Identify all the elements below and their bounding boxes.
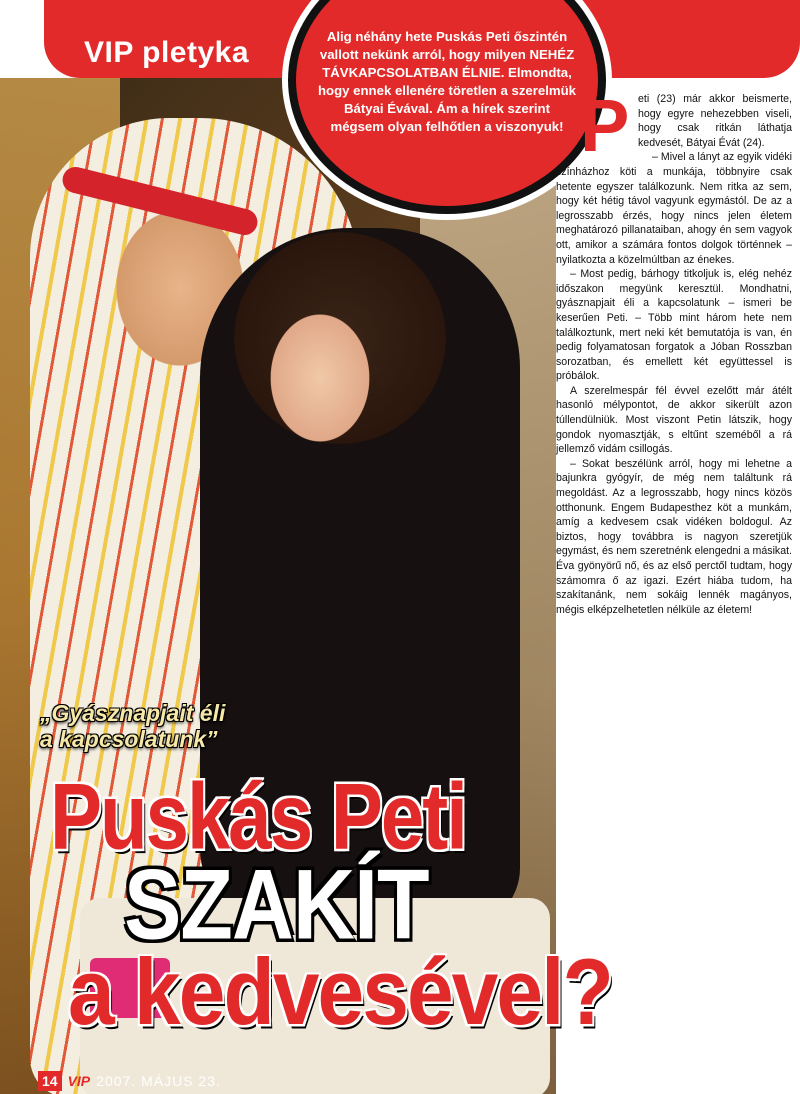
page-footer bbox=[38, 1070, 221, 1092]
page-number: 14 bbox=[38, 1071, 62, 1091]
pull-quote-line: „Gyásznapjait éli bbox=[40, 700, 226, 726]
article-paragraph: – Sokat beszélünk arról, hogy mi lehetne a bajunkra gyógyír, de még nem találtunk rá megoldást. Az a legrosszabb, hogy nincs közös otthonunk. Engem Budapesthez köt a munkám, amíg a kedvesem csak vidéken boldogul. Az biztos, hogy továbbra is nagyon szeretjük egymást, és nem szeretnénk elengedni a másikat. Éva gyönyörű nő, és az első perctől tudtam, hogy számomra ő az igazi. Ezért hiába tudom, ha szakítanánk, nem sokáig lennék magányos, mégis elképzelhetetlen nélküle az életem! bbox=[556, 457, 792, 616]
article-paragraph: A szerelmespár fél évvel ezelőtt már átélt hasonló mélypontot, de akkor sikerült azon túllendülniük. Most viszont Petin látszik, hogy gondok nyomasztják, s eltűnt szeméből a rá jellemző vidám csillogás. bbox=[556, 384, 792, 456]
drop-cap: P bbox=[580, 84, 630, 167]
pull-quote bbox=[40, 700, 310, 752]
headline-line-1: Puskás Peti bbox=[50, 763, 466, 869]
headline-line-2: SZAKÍT bbox=[124, 850, 429, 961]
pull-quote-line: a kapcsolatunk” bbox=[40, 726, 218, 752]
issue-date: 2007. MÁJUS 23. bbox=[96, 1073, 221, 1089]
section-label: VIP pletyka bbox=[84, 36, 250, 69]
article-paragraph: eti (23) már akkor beismerte, hogy egyre nehezebben viseli, hogy csak ritkán láthatja kedvesét, Bátyai Évát (24). bbox=[638, 93, 792, 149]
headline-line-3: a kedvesével? bbox=[68, 939, 612, 1045]
article-paragraph: – Mivel a lányt az egyik vidéki színházhoz köti a munkája, többnyire csak hetente egyszer találkozunk. Nem ritka az sem, hogy két hétig távol vagyunk egymástól. De az a legrosszabb érzés, hogy nincs jelen életem meghatározó pillanataiban, ahogy én sem vagyok ott, amikor a számára fontos dolgok történnek – nyilatkozta a közelmúltban az énekes. bbox=[556, 151, 792, 266]
article-paragraph: – Most pedig, bárhogy titkoljuk is, elég nehéz időszakon megyünk keresztül. Mondhatni, gyásznapjait éli a kapcsolatunk – ismeri be keserűen Peti. – Több mint három hete nem találkoztunk, mert neki két bemutatója is van, én pedig folyamatosan forgatok a Jóban Rosszban sorozatban, és emellett két együttessel is próbálok. bbox=[556, 268, 792, 383]
magazine-logo: VIP bbox=[67, 1073, 91, 1089]
teaser-text: Alig néhány hete Puskás Peti őszintén vallott nekünk arról, hogy milyen NEHÉZ TÁVKAPCSOLATBAN ÉLNIE. Elmondta, hogy ennek ellenére töretlen a szerelmük Bátyai Évával. Ám a hírek szerint mégsem olyan felhőtlen a viszonyuk! bbox=[318, 29, 576, 134]
